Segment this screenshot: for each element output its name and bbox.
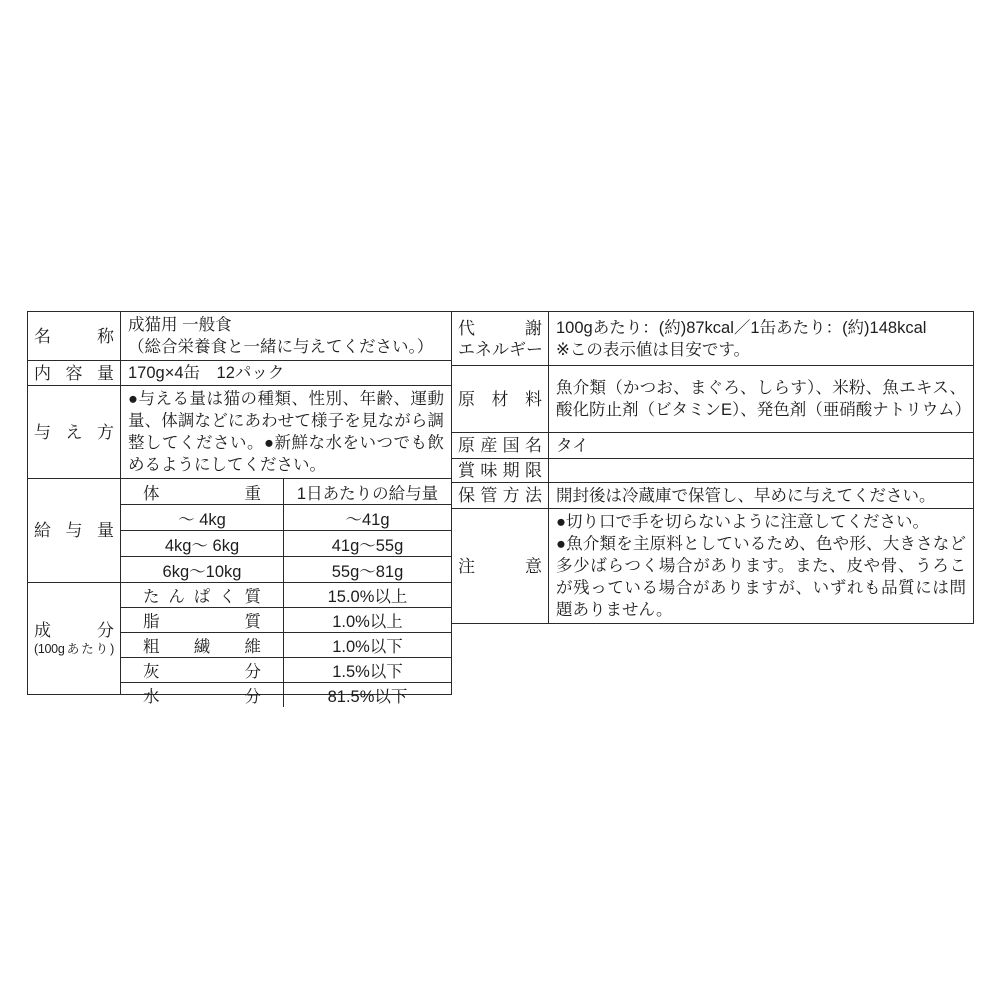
row-composition [28,582,451,706]
feeding-amount-table [121,479,451,582]
feeding-amount-row-3 [121,556,451,582]
row-caution [452,508,973,623]
storage-value-cell [549,483,973,508]
ingredients-value-cell [549,366,973,432]
expiry-label-cell [452,459,549,482]
feeding-amount-label-cell [28,479,121,582]
energy-label-line1: 代謝 [458,318,542,338]
composition-label-basis: (100gあたり) [34,642,114,656]
right-spec-table [452,311,974,624]
net-content-label: 内容量 [34,363,114,383]
caution-value-cell [549,509,973,623]
daily-amount-column-header: 1日あたりの給与量 [296,484,439,503]
ingredients-label-cell [452,366,549,432]
origin-value: タイ [556,436,589,455]
expiry-value-cell [549,459,973,482]
row-best-before [452,458,973,482]
composition-row-moisture [121,682,451,707]
ingredients-text: 魚介類（かつお、まぐろ、しらす）、米粉、魚エキス、酸化防止剤（ビタミンE）、発色剤（亜硝酸ナトリウム） [556,379,972,419]
weight-value: 6kg～10kg [121,557,284,582]
nutrient-name-cell [121,583,284,607]
caution-item-2: ●魚介類を主原料としているため、色や形、大きさなど多少ばらつく場合があります。また、皮や骨、うろこが残っている場合がありますが、いずれも品質には問題ありません。 [556,535,966,619]
storage-label: 保管方法 [458,486,542,505]
feeding-amount-row-2 [121,530,451,556]
left-spec-table [27,311,452,706]
weight-value: 4kg～ 6kg [121,531,284,556]
weight-column-header-cell [121,479,284,504]
energy-value: 100gあたり：(約)87kcal／1缶あたり：(約)148kcal [556,318,927,337]
expiry-label: 賞味期限 [458,461,542,480]
origin-value-cell [549,433,973,458]
energy-note: ※この表示値は目安です。 [556,340,751,359]
row-product-name [28,312,451,360]
product-label-sheet [27,311,974,706]
composition-label-cell [28,583,121,694]
ingredients-label: 原材料 [458,389,542,409]
composition-table [121,583,451,706]
energy-label-line2: エネルギー [458,339,543,359]
product-name-line2: （総合栄養食と一緒に与えてください。） [128,338,434,356]
energy-label-cell [452,312,549,365]
nutrient-amount: 1.0%以下 [332,638,403,656]
nutrient-name-cell [121,608,284,632]
nutrient-name: たんぱく質 [143,588,261,606]
net-content-value-cell [121,361,451,385]
nutrient-name-cell [121,683,284,707]
feeding-method-label-cell [28,386,121,478]
net-content-value: 170g×4缶 12パック [128,364,285,382]
origin-label: 原産国名 [458,436,542,455]
caution-label: 注意 [458,556,542,576]
daily-amount-value: 41g～55g [331,536,404,555]
row-net-content [28,360,451,385]
composition-row-fat [121,607,451,632]
row-country-of-origin [452,432,973,458]
nutrient-name-cell [121,633,284,657]
composition-row-protein [121,583,451,607]
nutrient-name-cell [121,658,284,682]
feeding-amount-row-1 [121,504,451,530]
energy-value-cell [549,312,973,365]
origin-label-cell [452,433,549,458]
composition-row-ash [121,657,451,682]
storage-value: 開封後は冷蔵庫で保管し、早めに与えてください。 [556,486,936,505]
feeding-amount-label: 給与量 [34,521,114,540]
row-feeding-amount [28,478,451,582]
daily-amount-value: ～41g [345,510,390,529]
feeding-amount-header-row [121,479,451,504]
feeding-method-text: ●与える量は猫の種類、性別、年齢、運動量、体調などにあわせて様子を見ながら調整してください。●新鮮な水をいつでも飲めるようにしてください。 [128,390,444,474]
storage-label-cell [452,483,549,508]
product-name-value-cell [121,312,451,360]
product-name-label-cell [28,312,121,360]
row-feeding-method [28,385,451,478]
daily-amount-value: 55g～81g [331,562,404,581]
net-content-label-cell [28,361,121,385]
nutrient-amount: 81.5%以下 [327,688,408,706]
row-storage-method [452,482,973,508]
nutrient-name: 水分 [143,688,261,706]
row-ingredients [452,365,973,432]
nutrient-name: 粗繊維 [143,638,261,656]
product-name-line1: 成猫用 一般食 [128,316,232,334]
nutrient-amount: 1.5%以下 [332,663,403,681]
nutrient-name: 灰分 [143,663,261,681]
nutrient-amount: 1.0%以上 [332,613,403,631]
feeding-method-label: 与え方 [34,422,114,442]
nutrient-name: 脂質 [143,613,261,631]
feeding-method-value-cell [121,386,451,478]
caution-label-cell [452,509,549,623]
weight-column-header: 体重 [143,484,261,503]
composition-label: 成分 [34,621,114,640]
product-name-label: 名称 [34,326,114,346]
weight-value: ～ 4kg [121,505,284,530]
composition-row-fiber [121,632,451,657]
row-metabolic-energy [452,312,973,365]
nutrient-amount: 15.0%以上 [327,588,408,606]
caution-item-1: ●切り口で手を切らないように注意してください。 [556,513,929,531]
